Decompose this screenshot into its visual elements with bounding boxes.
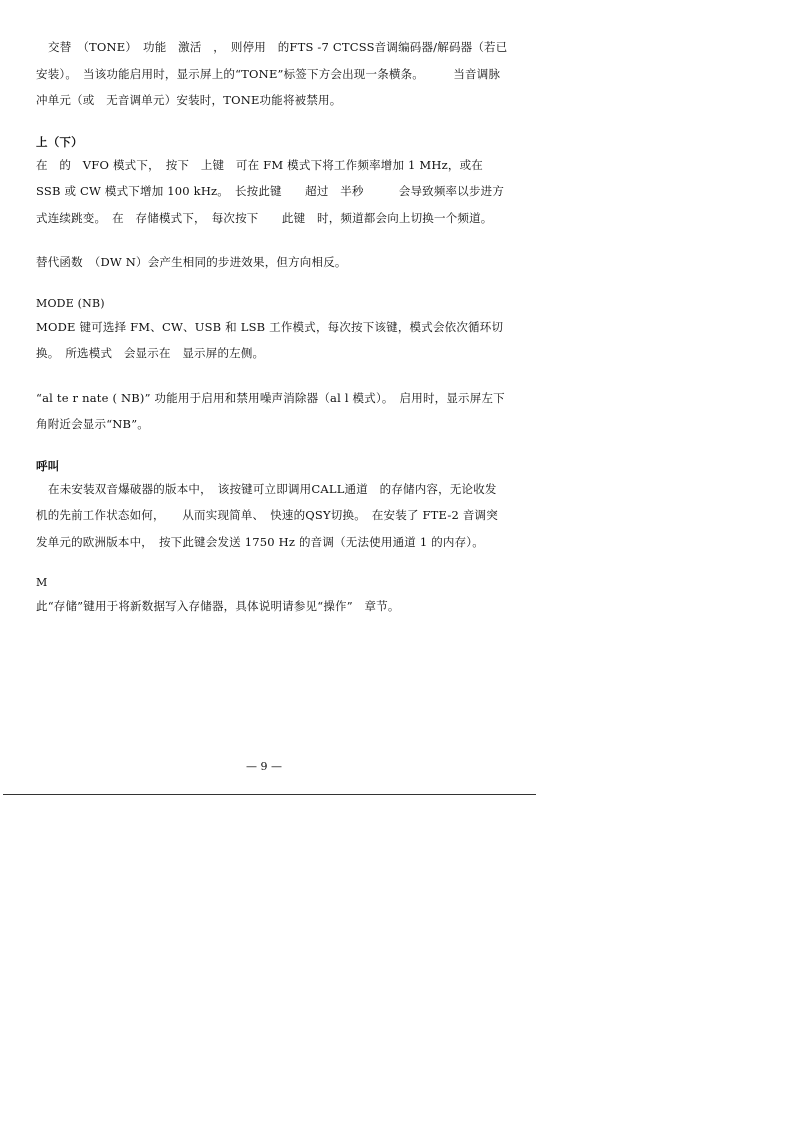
call-heading: 呼叫 <box>36 458 60 473</box>
page-number: — 9 — <box>246 760 282 773</box>
up-down-heading: 上（下） <box>36 134 83 149</box>
tone-paragraph: 交替 （TONE） 功能 激活 ， 则停用 的FTS -7 CTCSS音调编码器/解码器（若已安装）。 当该功能启用时，显示屏上的“TONE”标签下方会出现一条横条。 当音调脉冲单元（或 无音调单元）安装时，TONE功能将被禁用。 <box>36 40 508 107</box>
page-content <box>36 34 508 638</box>
mode-paragraph: MODE 键可选择 FM、CW、USB 和 LSB 工作模式，每次按下该键，模式会依次循环切换。 所选模式 会显示在 显示屏的左侧。 <box>36 319 504 360</box>
memory-paragraph: 此“存储”键用于将新数据写入存储器，具体说明请参见“操作” 章节。 <box>36 599 400 613</box>
footer-divider <box>3 794 536 795</box>
up-down-paragraph: 在 的 VFO 模式下， 按下 上键 可在 FM 模式下将工作频率增加 1 MHz，或在 SSB 或 CW 模式下增加 100 kHz。 长按此键 超过 半秒 会导致频率以步进方式连续跳变。 在 存储模式下， 每次按下 此键 时，频道都会向上切换一个频道。 <box>36 157 505 225</box>
mode-heading: MODE (NB) <box>36 296 105 310</box>
up-down-alternate-paragraph: 替代函数 （DW N）会产生相同的步进效果，但方向相反。 <box>36 255 347 269</box>
call-paragraph: 在未安装双音爆破器的版本中， 该按键可立即调用CALL通道 的存储内容，无论收发机的先前工作状态如何， 从而实现简单、 快速的QSY切换。 在安装了 FTE-2 音调突发单元的欧洲版本中， 按下此键会发送 1750 Hz 的音调（无法使用通道 1 的内存）。 <box>36 481 498 549</box>
memory-heading: M <box>36 576 48 589</box>
mode-alternate-paragraph: “al te r nate ( NB)” 功能用于启用和禁用噪声消除器（al l 模式）。 启用时，显示屏左下角附近会显示“NB”。 <box>36 390 505 431</box>
